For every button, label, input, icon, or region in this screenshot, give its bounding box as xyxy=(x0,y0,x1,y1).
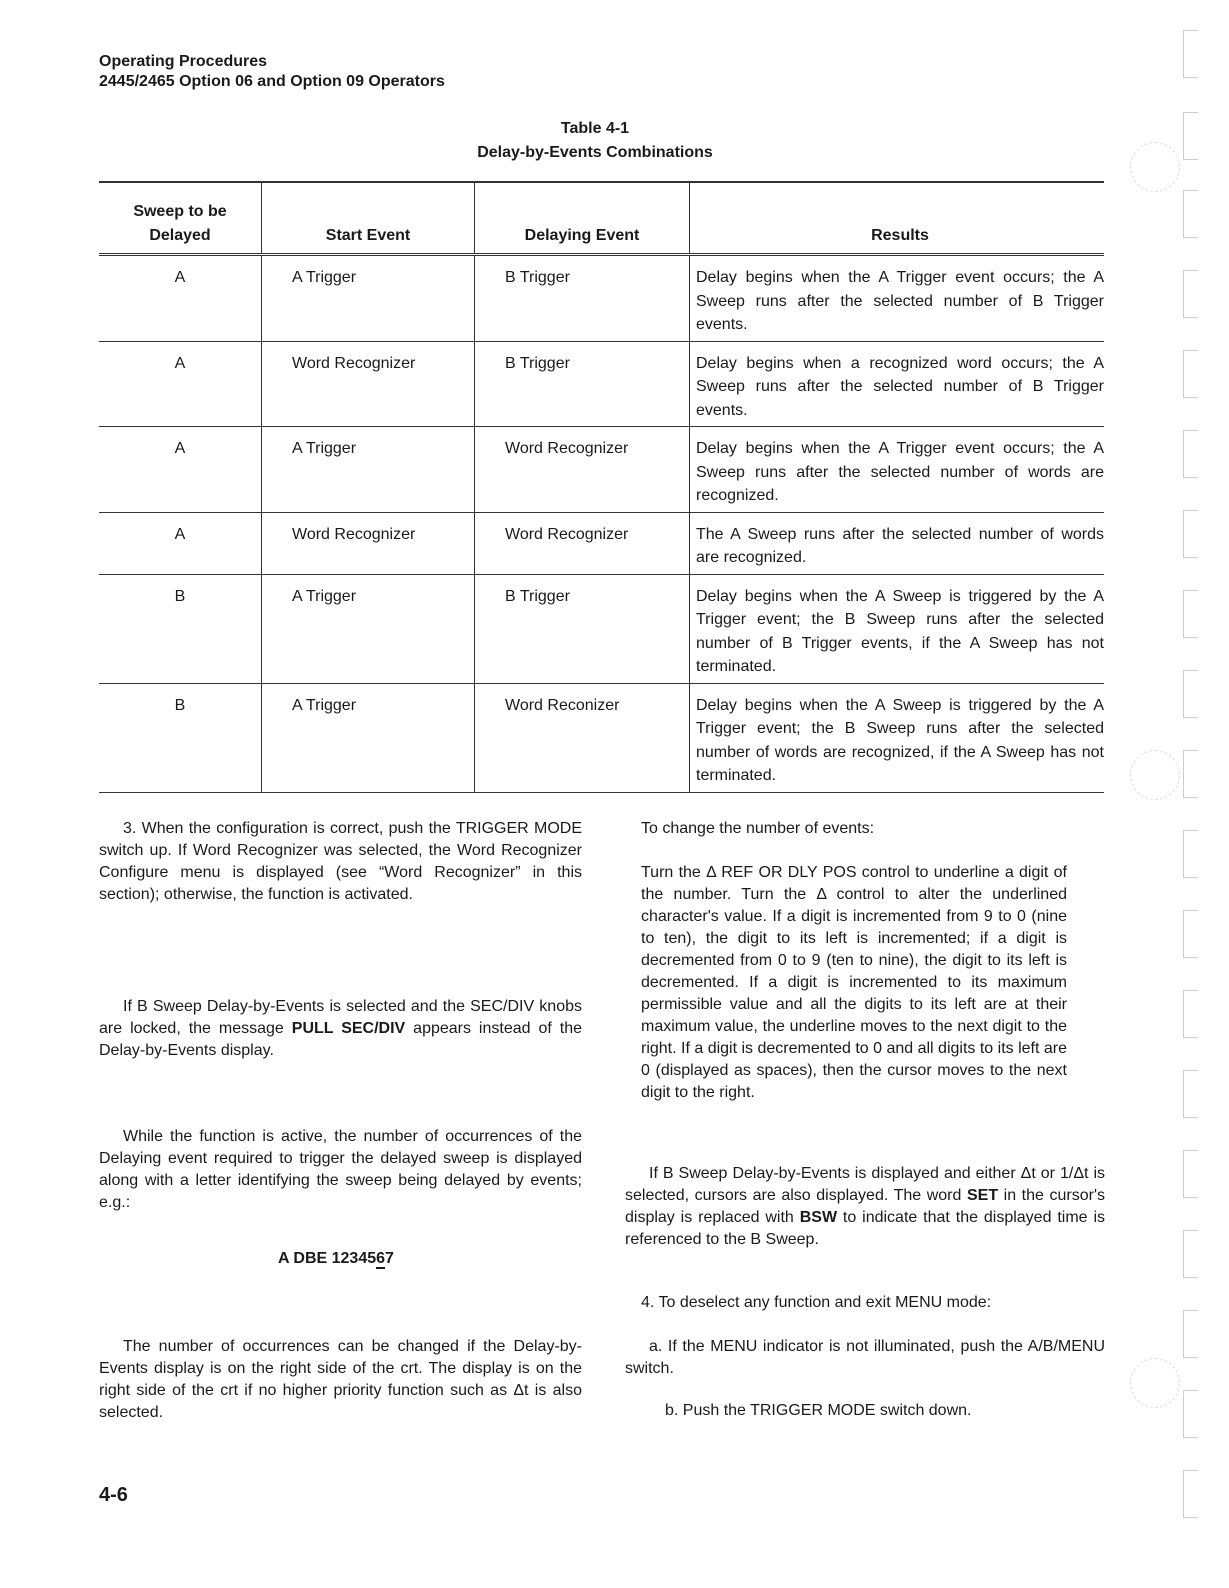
binder-tab-mark xyxy=(1183,1310,1198,1358)
pull-sec-div-message: PULL SEC/DIV xyxy=(291,1020,406,1037)
header-start-event: Start Event xyxy=(262,182,475,255)
cell-results: The A Sweep runs after the selected number of words are recognized. xyxy=(690,512,1105,574)
cell-start-event: A Trigger xyxy=(262,683,475,792)
dbe-example-pre: A DBE 12345 xyxy=(278,1250,377,1267)
step-4-paragraph: 4. To deselect any function and exit MENU mode: xyxy=(641,1294,992,1311)
cell-results: Delay begins when the A Sweep is triggered by the A Trigger event; the B Sweep runs after the selected number of B Trigger events, if the A Sweep has not terminated. xyxy=(690,574,1105,683)
page-number: 4-6 xyxy=(99,1484,128,1506)
binder-tab-mark xyxy=(1183,430,1198,478)
table-row xyxy=(99,574,1104,683)
header-delaying-event: Delaying Event xyxy=(475,182,690,255)
cell-start-event: A Trigger xyxy=(262,427,475,513)
cell-sweep: A xyxy=(99,427,262,513)
binder-tab-mark xyxy=(1183,910,1198,958)
cell-delaying-event: B Trigger xyxy=(475,341,690,427)
running-header-subtitle: 2445/2465 Option 06 and Option 09 Operators xyxy=(99,73,445,90)
dbe-example-post: 7 xyxy=(385,1250,394,1267)
step-4b-paragraph: b. Push the TRIGGER MODE switch down. xyxy=(665,1402,972,1419)
pull-sec-div-paragraph xyxy=(99,996,582,1062)
cell-sweep: B xyxy=(99,574,262,683)
binder-hole xyxy=(1130,142,1180,192)
cell-results: Delay begins when a recognized word occurs; the A Sweep runs after the selected number of B Trigger events. xyxy=(690,341,1105,427)
function-active-paragraph: While the function is active, the number of occurrences of the Delaying event required to trigger the delayed sweep is displayed along with a letter identifying the sweep being delayed by events; e.g.: xyxy=(99,1128,582,1211)
binder-tab-mark xyxy=(1183,1230,1198,1278)
table-caption: Delay-by-Events Combinations xyxy=(477,144,713,161)
header-sweep-line1: Sweep to be xyxy=(133,203,227,220)
binder-tab-mark xyxy=(1183,190,1198,238)
header-results: Results xyxy=(690,182,1105,255)
cell-sweep: A xyxy=(99,512,262,574)
binder-tab-mark xyxy=(1183,350,1198,398)
change-events-intro: To change the number of events: xyxy=(641,820,875,837)
cell-sweep: B xyxy=(99,683,262,792)
cell-sweep: A xyxy=(99,341,262,427)
cell-delaying-event: Word Recognizer xyxy=(475,512,690,574)
header-sweep-line2: Delayed xyxy=(149,226,211,244)
table-row xyxy=(99,341,1104,427)
dbe-example-underlined-digit: 6 xyxy=(376,1250,386,1267)
cell-delaying-event: Word Reconizer xyxy=(475,683,690,792)
binder-tab-mark xyxy=(1183,270,1198,318)
cell-start-event: Word Recognizer xyxy=(262,512,475,574)
binder-tab-mark xyxy=(1183,1470,1198,1518)
cursor-text-c: to indicate that the displayed time is referenced to the B Sweep. xyxy=(625,1209,1106,1248)
binder-tab-mark xyxy=(1183,670,1198,718)
binder-tab-mark xyxy=(1183,750,1198,798)
cell-results: Delay begins when the A Trigger event occurs; the A Sweep runs after the selected number of B Trigger events. xyxy=(690,255,1105,342)
binder-tab-mark xyxy=(1183,830,1198,878)
binder-tab-mark xyxy=(1183,1390,1198,1438)
bsw-word: BSW xyxy=(799,1209,838,1226)
binder-tab-mark xyxy=(1183,510,1198,558)
cell-results: Delay begins when the A Trigger event occurs; the A Sweep runs after the selected number of words are recognized. xyxy=(690,427,1105,513)
table-row xyxy=(99,683,1104,792)
step-3-paragraph: 3. When the configuration is correct, push the TRIGGER MODE switch up. If Word Recognizer was selected, the Word Recognizer Configure menu is displayed (see “Word Recognizer” in this section); otherwise, the function is activated. xyxy=(99,820,582,903)
cell-start-event: A Trigger xyxy=(262,255,475,342)
binder-tab-mark xyxy=(1183,990,1198,1038)
pull-sec-div-text-post: appears instead of the Delay-by-Events display. xyxy=(99,1020,582,1059)
pull-sec-div-text-pre: If B Sweep Delay-by-Events is selected and the SEC/DIV knobs are locked, the message xyxy=(99,998,582,1037)
table-number: Table 4-1 xyxy=(560,120,630,137)
binder-hole xyxy=(1130,1358,1180,1408)
binder-tab-mark xyxy=(1183,590,1198,638)
change-events-procedure: Turn the Δ REF OR DLY POS control to underline a digit of the number. Turn the Δ control to alter the underlined character's value. If a digit is incremented from 9 to 0 (nine to ten), the digit to its left is incremented; if a digit is decremented from 0 to 9 (ten to nine), the digit to its left is decremented. If a digit is incremented to its maximum permissible value and all the digits to its left are at their maximum value, the underline moves to the next digit to the right. If a digit is decremented to 0 and all digits to its left are 0 (displayed as spaces), then the cursor moves to the next digit to the right. xyxy=(641,864,1067,1101)
header-sweep-to-be-delayed xyxy=(99,182,262,255)
cell-start-event: Word Recognizer xyxy=(262,341,475,427)
cell-results: Delay begins when the A Sweep is triggered by the A Trigger event; the B Sweep runs after the selected number of words are recognized, if the A Sweep has not terminated. xyxy=(690,683,1105,792)
binder-tab-mark xyxy=(1183,1070,1198,1118)
table-header-row xyxy=(99,182,1104,255)
cursor-text-b: in the cursor's display is replaced with xyxy=(625,1187,1106,1226)
step-4a-paragraph: a. If the MENU indicator is not illuminated, push the A/B/MENU switch. xyxy=(625,1338,1105,1377)
dbe-example-display xyxy=(278,1250,394,1268)
cell-sweep: A xyxy=(99,255,262,342)
binder-tab-mark xyxy=(1183,30,1198,78)
cell-delaying-event: Word Recognizer xyxy=(475,427,690,513)
table-row xyxy=(99,427,1104,513)
cell-delaying-event: B Trigger xyxy=(475,574,690,683)
cursor-text-a: If B Sweep Delay-by-Events is displayed and either Δt or 1/Δt is selected, cursors are also displayed. The word xyxy=(625,1165,1105,1204)
binder-tab-mark xyxy=(1183,1150,1198,1198)
delay-by-events-table xyxy=(99,181,1104,793)
cell-delaying-event: B Trigger xyxy=(475,255,690,342)
table-row xyxy=(99,255,1104,342)
table-row xyxy=(99,512,1104,574)
set-word: SET xyxy=(966,1187,999,1204)
cursor-display-paragraph xyxy=(625,1163,1105,1251)
binder-tab-mark xyxy=(1183,112,1198,160)
cell-start-event: A Trigger xyxy=(262,574,475,683)
running-header-title: Operating Procedures xyxy=(99,53,268,70)
occurrences-change-paragraph: The number of occurrences can be changed if the Delay-by-Events display is on the right side of the crt. The display is on the right side of the crt if no higher priority function such as Δt is also selected. xyxy=(99,1338,582,1421)
binder-hole xyxy=(1130,750,1180,800)
